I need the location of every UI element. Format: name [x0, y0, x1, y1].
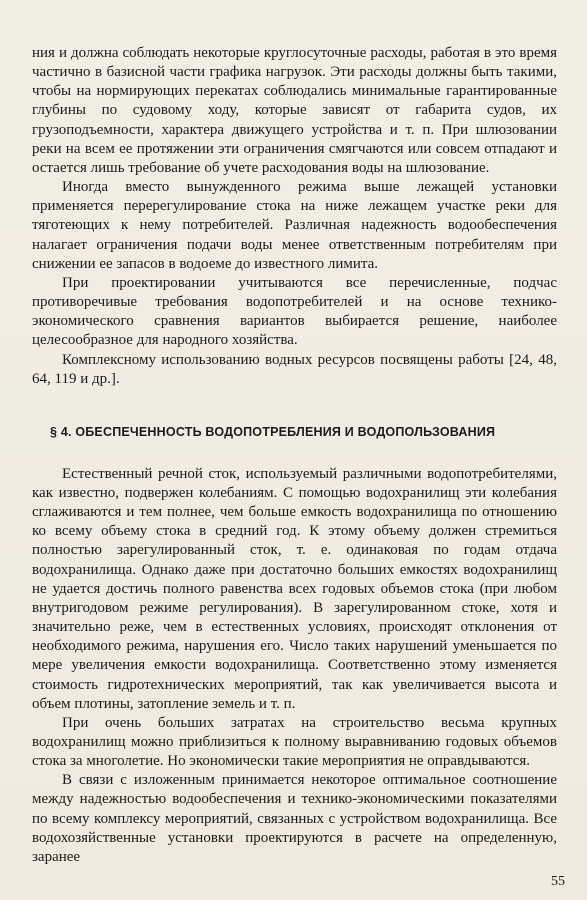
paragraph: В связи с изложенным принимается некоторое оптимальное соотношение между надежностью водообеспечения и технико-экономическими показателями по всему комплексу мероприятий, связанных с устройством водохранилища. Все водохозяйственные установки проектируются в расчете на определенную, заранее	[32, 772, 557, 865]
paragraph: Иногда вместо вынужденного режима выше лежащей установки применяется перерегулирование стока на ниже лежащем участке реки для тяготеющих к нему потребителей. Различная надежность водообеспечения налагает ограничения подачи воды менее ответственным потребителям при снижении ее запасов в водоеме до известного лимита.	[32, 179, 557, 272]
paragraph: ния и должна соблюдать некоторые круглосуточные расходы, работая в это время частично в базисной части графика нагрузок. Эти расходы должны быть такими, чтобы на нормирующих перекатах соблюдались минимальные гарантированные глубины по судовому ходу, которые зависят от габарита судов, их грузоподъемности, характера движущего устройства и т. п. При шлюзовании реки на всем ее протяжении эти ограничения смягчаются или совсем отпадают и остается лишь требование об учете расходования воды на шлюзование.	[32, 45, 557, 176]
paragraph: При очень больших затратах на строительство весьма крупных водохранилищ можно приблизиться к полному выравниванию годовых объемов стока за многолетие. Но экономически такие мероприятия не оправдываются.	[32, 714, 557, 770]
paragraph: Естественный речной сток, используемый различными водопотребителями, как известно, подвержен колебаниям. С помощью водохранилищ эти колебания сглаживаются и тем полнее, чем больше емкость водохранилища по отношению ко всему объему стока в средний год. К этому объему должен стремиться полностью зарегулированный сток, т. е. одинаковая по годам отдача водохранилища. Однако даже при достаточно больших емкостях водохранилищ не удается достичь полного равенства всех годовых объемов стока (при любом внутригодовом режиме регулирования). В зарегулированном стоке, хотя и значительно реже, чем в естественных условиях, происходят отклонения от необходимого режима, нарушения его. Число таких нарушений уменьшается по мере увеличения емкости водохранилища. Соответственно этому изменяется стоимость гидротехнических мероприятий, так как увеличивается высота и объем плотины, затопление земель и т. п.	[32, 465, 557, 712]
paragraph: При проектировании учитываются все перечисленные, подчас противоречивые требования водопотребителей и на основе технико-экономического сравнения вариантов выбирается решение, наиболее целесообразное для народного хозяйства.	[32, 274, 557, 349]
section-heading: § 4. ОБЕСПЕЧЕННОСТЬ ВОДОПОТРЕБЛЕНИЯ И ВОДОПОЛЬЗОВАНИЯ	[50, 424, 496, 439]
page-number: 55	[551, 874, 565, 889]
paragraph: Комплексному использованию водных ресурсов посвящены работы [24, 48, 64, 119 и др.].	[32, 351, 557, 387]
